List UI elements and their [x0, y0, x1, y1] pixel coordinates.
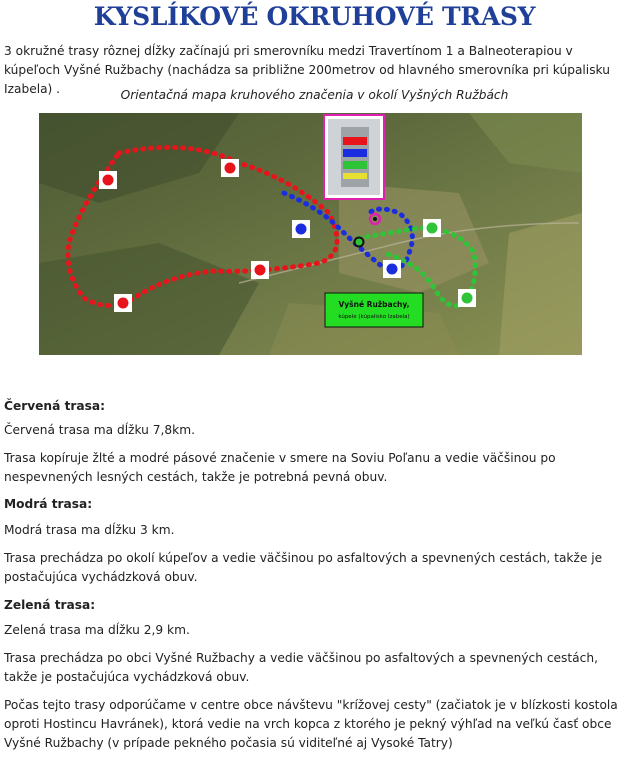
green-heading: Zelená trasa:: [4, 598, 96, 612]
intro-paragraph: 3 okružné trasy rôznej dĺžky začínajú pri smerovníku medzi Travertínom 1 a Balneoterapiou v kúpeľoch Vyšné Ružbachy (nachádza sa približne 200metrov od hlavného smerovníka pri kúpalisku Izabela) .: [4, 44, 610, 96]
tip-paragraph: Počas tejto trasy odporúčame v centre obce návštevu "krížovej cesty" (začiatok je v blízkosti kostola oproti Hostincu Havránek), ktorá vedie na vrch kopca z ktorého je pekný výhľad na veľkú časť obce Vyšné Ružbachy (v prípade pekného počasia sú viditeľné aj Vysoké Tatry): [4, 698, 618, 750]
map-image: [39, 113, 582, 355]
blue-length: Modrá trasa ma dĺžku 3 km.: [4, 523, 175, 537]
blue-description: Trasa prechádza po okolí kúpeľov a vedie väčšinou po asfaltových a spevnených cestách, takže je postačujúca vychádzková obuv.: [4, 551, 603, 584]
route-map: [39, 113, 582, 355]
signpost-photo-icon: [324, 115, 384, 199]
green-length: Zelená trasa ma dĺžku 2,9 km.: [4, 623, 190, 637]
location-label: [325, 293, 423, 327]
red-description: Trasa kopíruje žlté a modré pásové značenie v smere na Soviu Poľanu a vedie väčšinou po nespevnených lesných cestách, takže je potrebná pevná obuv.: [4, 451, 556, 484]
blue-heading: Modrá trasa:: [4, 497, 93, 511]
red-length: Červená trasa ma dĺžku 7,8km.: [4, 423, 195, 437]
map-caption: Orientačná mapa kruhového značenia v okolí Vyšných Ružbách: [120, 88, 509, 102]
red-heading: Červená trasa:: [4, 399, 105, 413]
green-description: Trasa prechádza po obci Vyšné Ružbachy a vedie väčšinou po asfaltových a spevnených cestách, takže je postačujúca vychádzková obuv.: [4, 651, 598, 684]
location-label-line1: Vyšné Ružbachy,: [338, 300, 410, 309]
page-title: KYSLÍKOVÉ OKRUHOVÉ TRASY: [93, 2, 536, 31]
location-label-line2: kúpele (kúpalisko Izabela): [338, 314, 410, 320]
